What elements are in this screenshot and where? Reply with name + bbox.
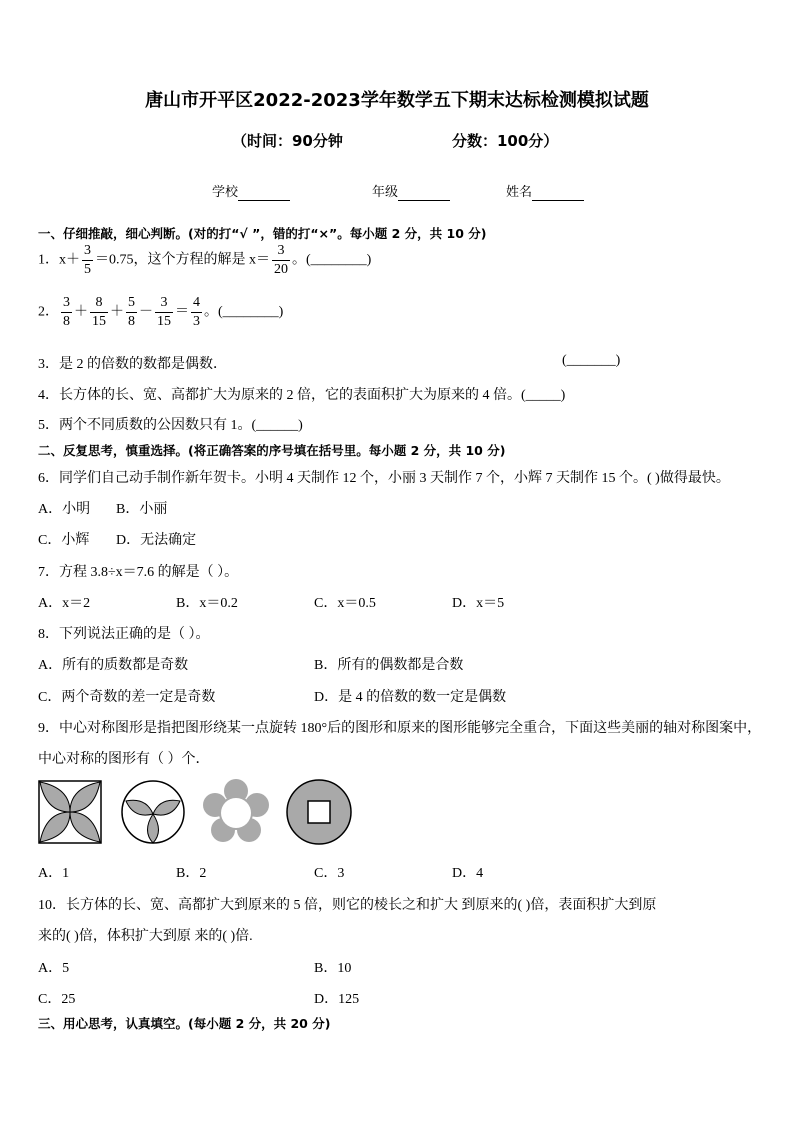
question-8: 8．下列说法正确的是（ ）。 (38, 627, 210, 642)
q2-fraction-c (126, 296, 137, 329)
q2-b-num: 8 (90, 296, 108, 313)
grade-field (372, 181, 450, 201)
question-2 (38, 296, 283, 329)
q9-option-b: B．2 (176, 866, 207, 881)
q7-option-a: A．x＝2 (38, 596, 91, 611)
question-5: 5．两个不同质数的公因数只有 1。(______) (38, 418, 303, 433)
question-1 (38, 244, 371, 277)
q2-plus-1: ＋ (74, 304, 88, 320)
q8-option-c: C．两个奇数的差一定是奇数 (38, 690, 216, 705)
q9-option-a: A．1 (38, 866, 70, 881)
question-9-line-2: 中心对称的图形有（ ）个． (38, 752, 210, 767)
section3-heading: 三、用心思考，认真填空。(每小题 2 分，共 20 分) (38, 1016, 331, 1031)
q2-minus: － (139, 304, 153, 320)
name-label: 姓名 (506, 185, 533, 200)
name-field (506, 181, 584, 201)
q7-option-b: B．x＝0.2 (176, 596, 238, 611)
q2-a-den: 8 (63, 314, 70, 329)
question-10-line-1: 10．长方体的长、宽、高都扩大到原来的 5 倍，则它的棱长之和扩大 到原来的( )倍，表面积扩大到原 (38, 898, 657, 913)
q10-option-c: C．25 (38, 992, 76, 1007)
q2-fraction-b (90, 296, 108, 329)
q2-a-num: 3 (61, 296, 72, 313)
q8-option-b: B．所有的偶数都是合数 (314, 658, 464, 673)
question-10-line-2: 来的( )倍，体积扩大到原 来的( )倍. (38, 929, 253, 944)
q2-c-den: 8 (128, 314, 135, 329)
grade-label: 年级 (372, 185, 399, 200)
q1-prefix: 1．x＋ (38, 252, 80, 268)
q8-option-d: D．是 4 的倍数的数一定是偶数 (314, 690, 507, 705)
page-title: 唐山市开平区2022-2023学年数学五下期末达标检测模拟试题 (145, 90, 649, 111)
q2-e-den: 3 (193, 314, 200, 329)
question-6: 6．同学们自己动手制作新年贺卡。小明 4 天制作 12 个，小丽 3 天制作 7 个，小辉 7 天制作 15 个。( )做得最快。 (38, 471, 730, 486)
exam-score: 分数：100分） (452, 132, 559, 150)
q1-denominator-2: 20 (274, 262, 288, 277)
school-label: 学校 (212, 185, 239, 200)
question-3: 3．是 2 的倍数的数都是偶数． (38, 357, 227, 372)
q2-fraction-a (61, 296, 72, 329)
school-field (212, 181, 290, 201)
q7-option-d: D．x＝5 (452, 596, 505, 611)
q2-d-den: 15 (157, 314, 171, 329)
q10-option-d: D．125 (314, 992, 360, 1007)
q2-equals: ＝ (175, 304, 189, 320)
q6-option-a: A．小明 (38, 502, 91, 517)
q10-option-a: A．5 (38, 961, 70, 976)
question-9-line-1: 9．中心对称图形是指把图形绕某一点旋转 180°后的图形和原来的图形能够完全重合，下面这些美丽的轴对称图案中， (38, 721, 762, 736)
figure-circle-three-leaves (120, 779, 186, 845)
exam-time: （时间：90分钟 (232, 132, 343, 150)
question-4: 4．长方体的长、宽、高都扩大为原来的 2 倍，它的表面积扩大为原来的 4 倍。(_____) (38, 388, 566, 403)
grade-blank (398, 185, 450, 201)
figure-flower (202, 779, 270, 847)
figure-square-petals (38, 780, 102, 844)
q6-option-d: D．无法确定 (116, 533, 197, 548)
section2-heading: 二、反复思考，慎重选择。(将正确答案的序号填在括号里。每小题 2 分，共 10 分) (38, 443, 506, 458)
q2-e-num: 4 (191, 296, 202, 313)
q2-c-num: 5 (126, 296, 137, 313)
q10-option-b: B．10 (314, 961, 352, 976)
q1-numerator-2: 3 (272, 244, 290, 261)
q6-option-c: C．小辉 (38, 533, 90, 548)
q2-d-num: 3 (155, 296, 173, 313)
q1-denominator-1: 5 (84, 262, 91, 277)
q1-numerator-1: 3 (82, 244, 93, 261)
q1-tail: 。(________) (292, 252, 372, 268)
q1-middle: ＝0.75，这个方程的解是 x＝ (95, 252, 270, 268)
q2-prefix: 2． (38, 304, 59, 320)
q6-option-b: B．小丽 (116, 502, 168, 517)
q1-fraction-1 (82, 244, 93, 277)
q9-option-c: C．3 (314, 866, 345, 881)
question-7: 7．方程 3.8÷x＝7.6 的解是（ ）。 (38, 565, 239, 580)
q2-fraction-d (155, 296, 173, 329)
name-blank (532, 185, 584, 201)
figure-coin (285, 778, 353, 846)
q9-option-d: D．4 (452, 866, 484, 881)
question-3-blank: (_______) (562, 353, 621, 368)
q2-plus-2: ＋ (110, 304, 124, 320)
q1-fraction-2 (272, 244, 290, 277)
q7-option-c: C．x＝0.5 (314, 596, 376, 611)
q8-option-a: A．所有的质数都是奇数 (38, 658, 189, 673)
section1-heading: 一、仔细推敲，细心判断。(对的打“√ ”，错的打“×”。每小题 2 分，共 10 分) (38, 226, 487, 241)
q2-fraction-e (191, 296, 202, 329)
school-blank (238, 185, 290, 201)
q2-tail: 。(________) (204, 304, 284, 320)
q2-b-den: 15 (92, 314, 106, 329)
